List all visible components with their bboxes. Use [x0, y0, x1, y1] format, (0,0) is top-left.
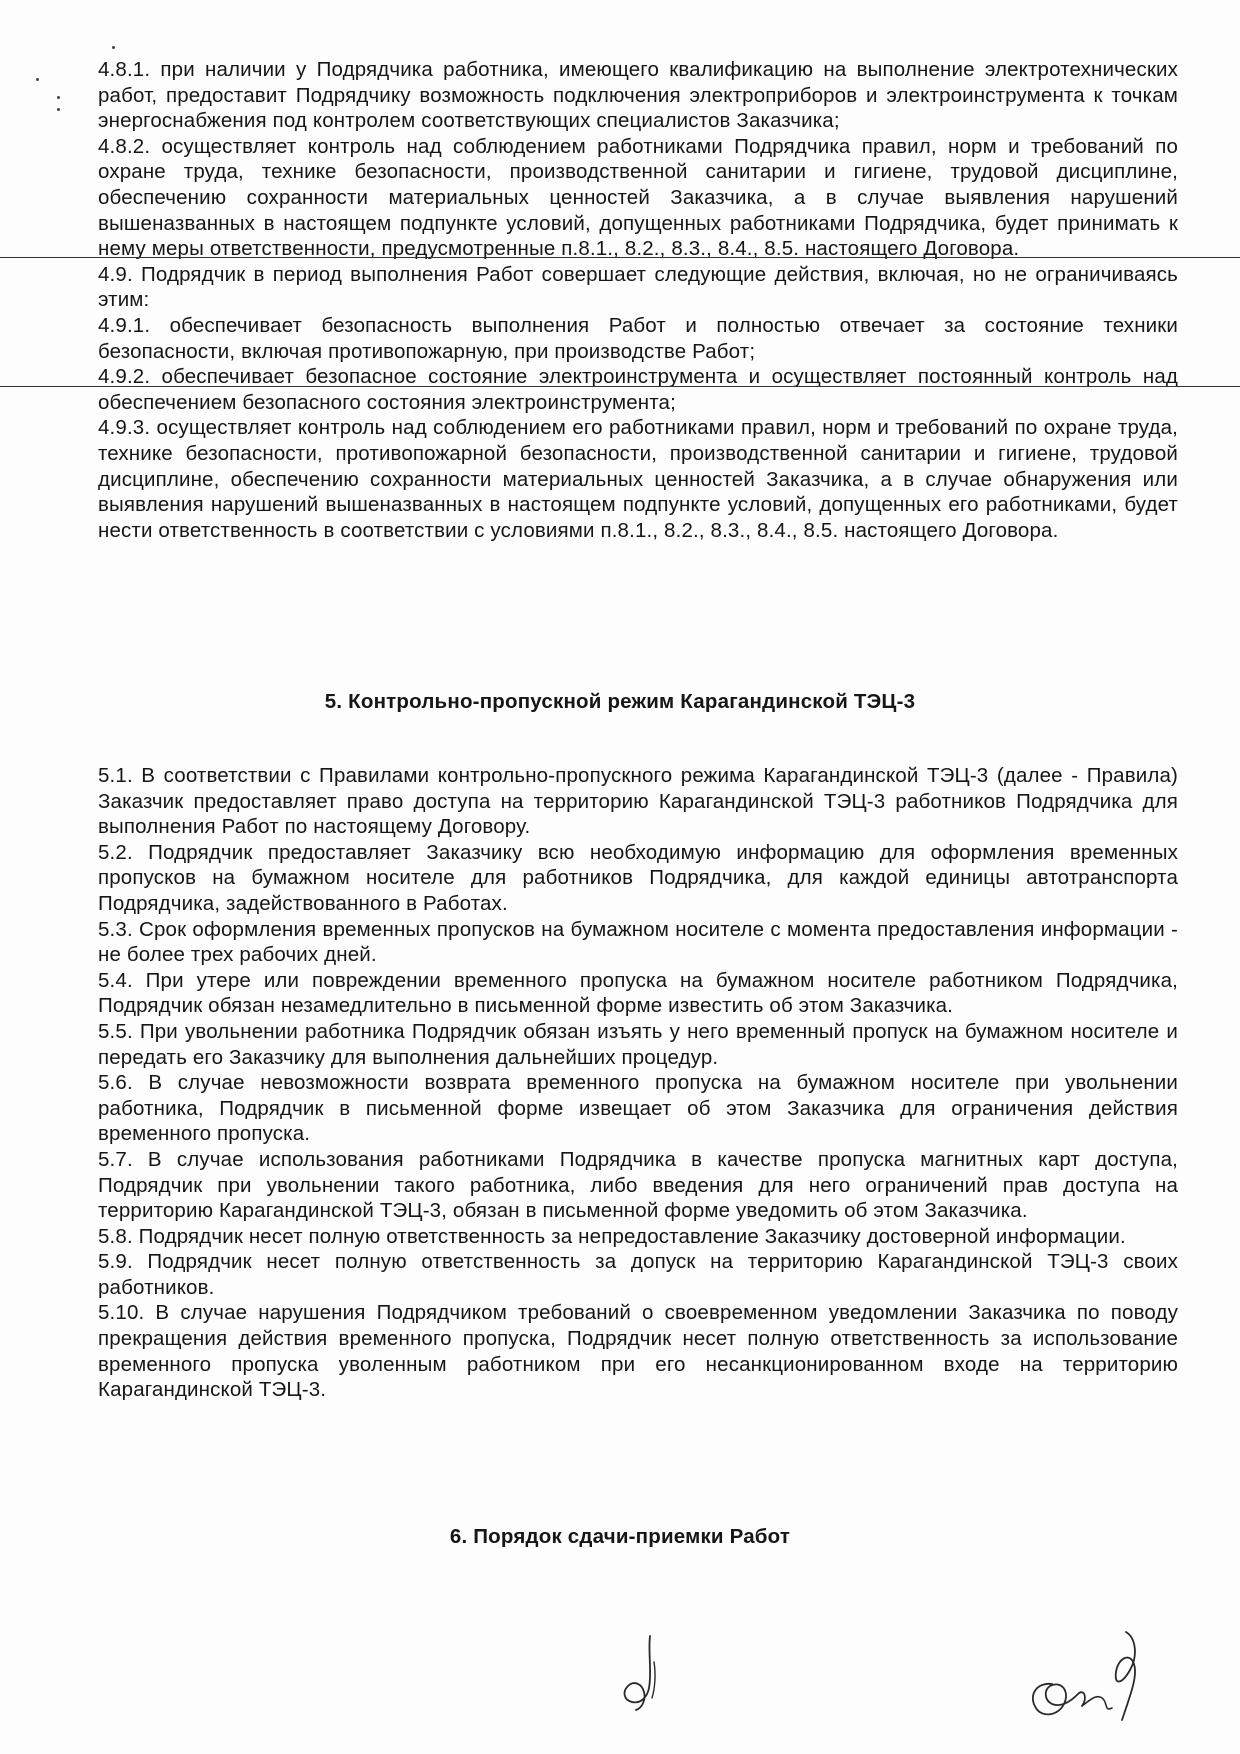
scan-speck [36, 78, 39, 81]
clause-5-5: 5.5. При увольнении работника Подрядчик обязан изъять у него временный пропуск на бумажном носителе и передать его Заказчику для выполнения дальнейших процедур. [98, 1019, 1178, 1069]
clause-4-9: 4.9. Подрядчик в период выполнения Работ совершает следующие действия, включая, но не ограничиваясь этим: [98, 262, 1178, 312]
scan-line [0, 386, 1240, 387]
scan-speck [112, 46, 115, 49]
clause-5-1: 5.1. В соответствии с Правилами контрольно-пропускного режима Карагандинской ТЭЦ-3 (далее - Правила) Заказчик предоставляет право доступа на территорию Карагандинской ТЭЦ-3 работников Подрядчика для выполнения Работ по настоящему Договору. [98, 764, 1178, 839]
clause-5-8: 5.8. Подрядчик несет полную ответственность за непредоставление Заказчику достоверной информации. [98, 1224, 1126, 1248]
clause-4-8-1: 4.8.1. при наличии у Подрядчика работника, имеющего квалификацию на выполнение электротехнических работ, предоставит Подрядчику возможность подключения электроприборов и электроинструмента к точкам энергоснабжения под контролем соответствующих специалистов Заказчика; [98, 58, 1178, 133]
section-5-body [98, 763, 1178, 1403]
clause-4-8-2: 4.8.2. осуществляет контроль над соблюдением работниками Подрядчика правил, норм и требований по охране труда, технике безопасности, производственной санитарии и гигиене, трудовой дисциплине, обеспечению сохранности материальных ценностей Заказчика, а в случае выявления нарушений вышеназванных в настоящем подпункте условий, допущенных работниками Подрядчика, будет принимать к нему меры ответственности, предусмотренные п.8.1., 8.2., 8.3., 8.4., 8.5. настоящего Договора. [98, 134, 1178, 261]
clause-4-9-3: 4.9.3. осуществляет контроль над соблюдением его работниками правил, норм и требований по охране труда, технике безопасности, противопожарной безопасности, производственной санитарии и гигиене, трудовой дисциплине, обеспечению сохранности материальных ценностей Заказчика, а в случае обнаружения или выявления нарушений вышеназванных в настоящем подпункте условий, допущенных его работниками, будет нести ответственность в соответствии с условиями п.8.1., 8.2., 8.3., 8.4., 8.5. настоящего Договора. [98, 416, 1178, 542]
clause-5-9: 5.9. Подрядчик несет полную ответственность за допуск на территорию Карагандинской ТЭЦ-3 своих работников. [98, 1250, 1178, 1299]
section-5-heading: 5. Контрольно-пропускной режим Карагандинской ТЭЦ-3 [324, 690, 916, 713]
clause-5-3: 5.3. Срок оформления временных пропусков на бумажном носителе с момента предоставления информации - не более трех рабочих дней. [98, 917, 1178, 967]
scan-speck [57, 108, 60, 111]
clause-5-4: 5.4. При утере или повреждении временного пропуска на бумажном носителе работником Подрядчика, Подрядчик обязан незамедлительно в письменной форме известить об этом Заказчика. [98, 968, 1178, 1018]
clause-5-6: 5.6. В случае невозможности возврата временного пропуска на бумажном носителе при увольнении работника, Подрядчик в письменной форме извещает об этом Заказчика для ограничения действия временного пропуска. [98, 1071, 1178, 1146]
initials-signature-right [1022, 1624, 1162, 1728]
clause-4-9-1: 4.9.1. обеспечивает безопасность выполнения Работ и полностью отвечает за состояние техники безопасности, включая противопожарную, при производстве Работ; [98, 313, 1178, 363]
clause-5-7: 5.7. В случае использования работниками Подрядчика в качестве пропуска магнитных карт доступа, Подрядчик при увольнении такого работника, либо введения для него ограничений прав доступа на территорию Карагандинской ТЭЦ-3, обязан в письменной форме уведомить об этом Заказчика. [98, 1147, 1178, 1223]
scan-speck [57, 96, 60, 99]
scan-line [0, 257, 1240, 258]
initials-signature-left [612, 1632, 672, 1714]
section-4-continued [98, 57, 1178, 543]
clause-4-9-2: 4.9.2. обеспечивает безопасное состояние электроинструмента и осуществляет постоянный контроль над обеспечением безопасного состояния электроинструмента; [98, 365, 1178, 414]
section-6-heading: 6. Порядок сдачи-приемки Работ [449, 1525, 791, 1548]
clause-5-10: 5.10. В случае нарушения Подрядчиком требований о своевременном уведомлении Заказчика по поводу прекращения действия временного пропуска, Подрядчик несет полную ответственность за использование временного пропуска уволенным работником при его несанкционированном входе на территорию Карагандинской ТЭЦ-3. [98, 1301, 1178, 1402]
clause-5-2: 5.2. Подрядчик предоставляет Заказчику всю необходимую информацию для оформления временных пропусков на бумажном носителе для работников Подрядчика, для каждой единицы автотранспорта Подрядчика, задействованного в Работах. [98, 840, 1178, 915]
